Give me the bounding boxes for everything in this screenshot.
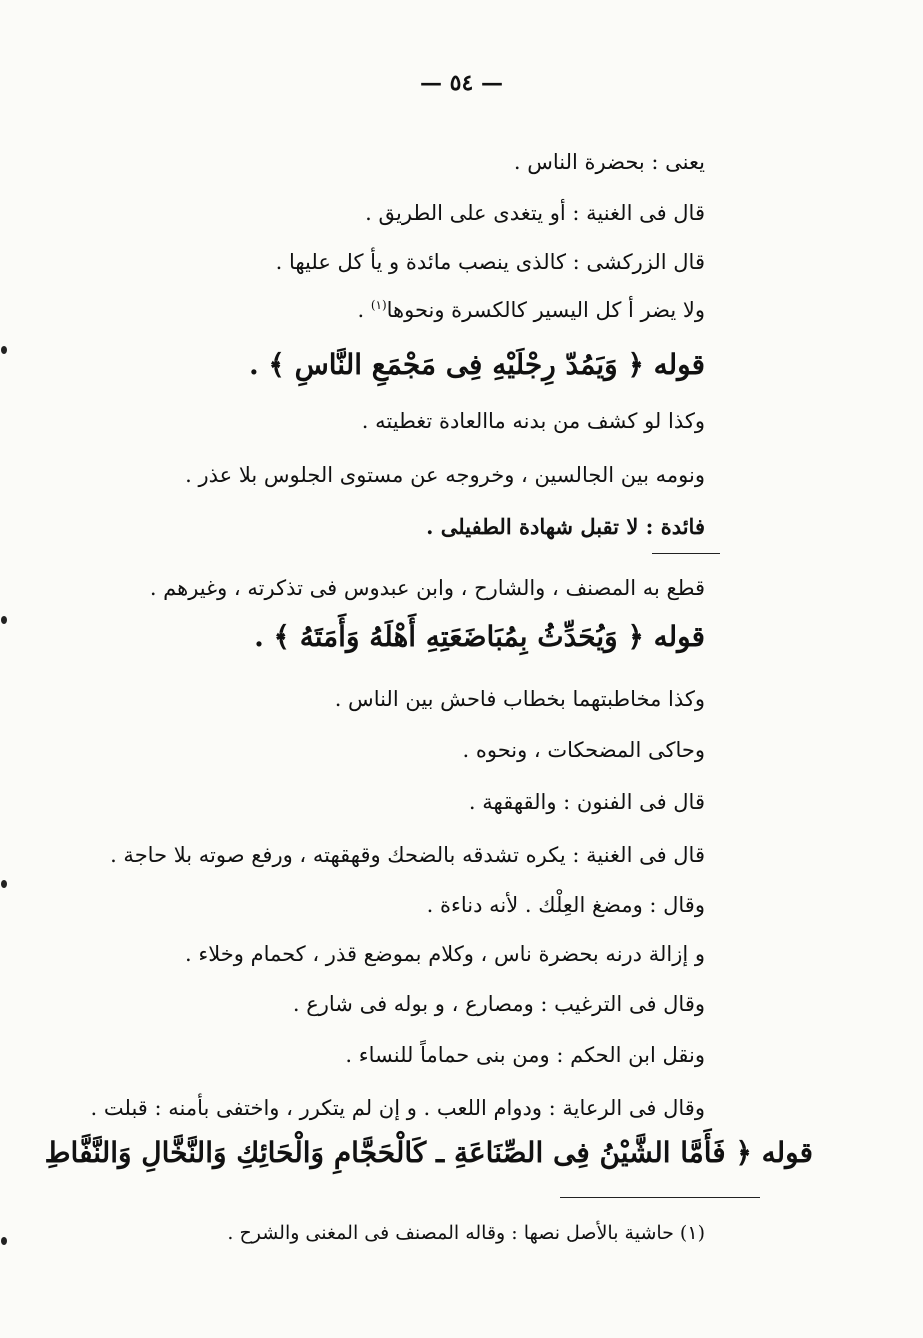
margin-mark <box>1 880 7 888</box>
margin-mark <box>1 616 7 624</box>
text-line: ونومه بين الجالسين ، وخروجه عن مستوى الجلوس بلا عذر . <box>185 463 705 487</box>
text-line: قال فى الغنية : يكره تشدقه بالضحك وقهقهته ، ورفع صوته بلا حاجة . <box>110 843 705 867</box>
heading-underline <box>652 553 720 554</box>
text-line: يعنى : بحضرة الناس . <box>513 150 705 174</box>
footnote: (١) حاشية بالأصل نصها : وقاله المصنف فى المغنى والشرح . <box>227 1222 705 1244</box>
footnote-separator <box>560 1197 760 1198</box>
text-line: وقال فى الترغيب : ومصارع ، و بوله فى شارع . <box>292 992 705 1016</box>
text-line: قال فى الغنية : أو يتغدى على الطريق . <box>365 201 705 225</box>
text-line: قطع به المصنف ، والشارح ، وابن عبدوس فى تذكرته ، وغيرهم . <box>149 576 705 600</box>
text-line: قال فى الفنون : والقهقهة . <box>468 790 705 814</box>
quoted-phrase-line: قوله ﴿ وَيُحَدِّثُ بِمُبَاضَعَتِهِ أَهْلَهُ وَأَمَتَهُ ﴾ . <box>254 620 705 653</box>
text-line: قال الزركشى : كالذى ينصب مائدة و يأ كل عليها . <box>275 250 705 274</box>
text-line: ونقل ابن الحكم : ومن بنى حماماً للنساء . <box>345 1043 705 1067</box>
text-line: وقال : ومضغ العِلْك . لأنه دناءة . <box>426 893 705 917</box>
text-line-body: ولا يضر أ كل اليسير كالكسرة ونحوها <box>386 298 705 322</box>
quoted-phrase-line: قوله ﴿ وَيَمُدّ رِجْلَيْهِ فِى مَجْمَعِ النَّاسِ ﴾ . <box>248 348 705 381</box>
footnote-marker: (١) <box>370 298 387 312</box>
text-line: وقال فى الرعاية : ودوام اللعب . و إن لم يتكرر ، واختفى بأمنه : قبلت . <box>90 1096 705 1120</box>
note-heading-line: فائدة : لا تقبل شهادة الطفيلى . <box>426 514 705 539</box>
margin-mark <box>1 346 7 354</box>
text-line: و إزالة درنه بحضرة ناس ، وكلام بموضع قذر ، كحمام وخلاء . <box>185 942 705 966</box>
margin-mark <box>1 1237 7 1245</box>
text-line: وكذا مخاطبتهما بخطاب فاحش بين الناس . <box>334 687 705 711</box>
text-line: وكذا لو كشف من بدنه ماالعادة تغطيته . <box>361 409 705 433</box>
page-number: — ٥٤ — <box>420 70 503 96</box>
line-end-punct: . <box>357 298 371 322</box>
quoted-phrase-line: قوله ﴿ فَأَمَّا الشَّيْنُ فِى الصِّنَاعَةِ ـ كَالْحَجَّامِ وَالْحَائِكِ وَالنَّخَّالِ وَالنَّفَّاطِ <box>44 1136 813 1169</box>
text-line <box>357 298 705 322</box>
text-line: وحاكى المضحكات ، ونحوه . <box>462 738 705 762</box>
